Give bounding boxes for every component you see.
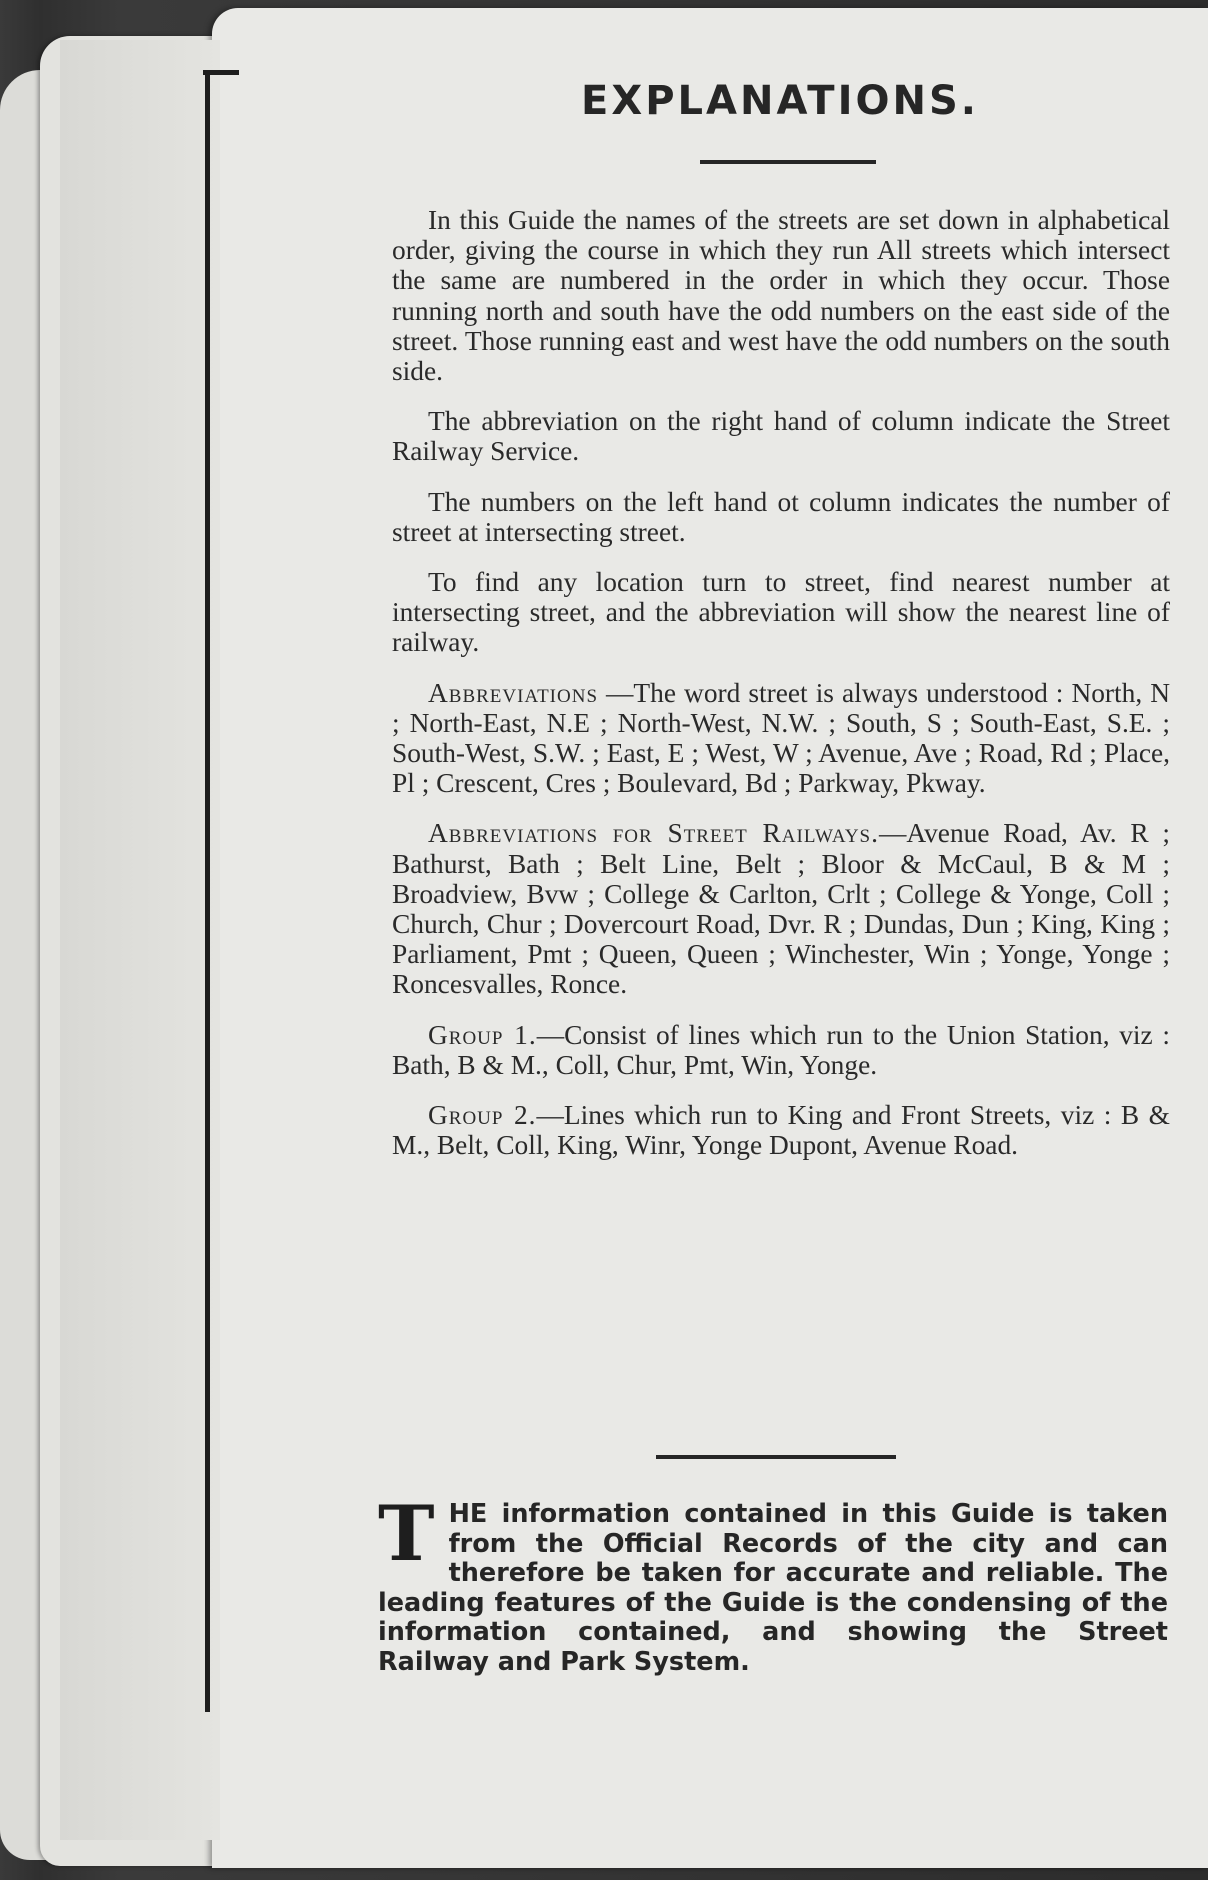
drop-cap: T [378,1489,435,1578]
page-inner-margin [60,40,220,1840]
page-title: EXPLANATIONS. [581,78,979,124]
group1-label: Group 1. [428,1019,537,1050]
abbreviation-right-paragraph: The abbreviation on the right hand of column indicate the Street Railway Service. [392,406,1170,467]
group2-text: —Lines which run to King and Front Streets, viz : B & M., Belt, Coll, King, Winr, Yonge Dupont, Avenue Road. [392,1100,1170,1161]
street-railways-label: Abbreviations for Street Railways. [428,818,879,849]
numbers-left-paragraph: The numbers on the left hand ot column indicates the number of street at intersecting street. [392,486,1170,547]
find-location-paragraph: To find any location turn to street, find nearest number at intersecting street, and the abbreviation will show the nearest line of railway. [392,567,1170,658]
explanations-body [392,205,1170,1180]
vertical-rule [205,72,210,1712]
group1-paragraph [392,1020,1170,1080]
vertical-rule-cap [203,70,239,75]
footer-notice [378,1489,1168,1677]
group2-label: Group 2. [428,1100,537,1131]
abbreviations-label: Abbreviations [428,677,599,708]
group1-text: —Consist of lines which run to the Union Station, viz : Bath, B & M., Coll, Chur, Pmt, Win, Yonge. [392,1019,1170,1080]
abbreviations-paragraph [392,678,1170,799]
intro-paragraph: In this Guide the names of the streets are set down in alphabetical order, giving the course in which they run All streets which intersect the same are numbered in the order in which they occur. Those running north and south have the odd numbers on the east side of the street. Those running east and west have the odd numbers on the south side. [392,205,1170,387]
group2-paragraph [392,1100,1170,1160]
street-railways-text: —Avenue Road, Av. R ; Bathurst, Bath ; Belt Line, Belt ; Bloor & McCaul, B & M ; Broadview, Bvw ; College & Carlton, Crlt ; College & Yonge, Coll ; Church, Chur ; Dovercourt Road, Dvr. R ; Dundas, Dun ; King, King ; Parliament, Pmt ; Queen, Queen ; Winchester, Win ; Yonge, Yonge ; Roncesvalles, Ronce. [392,818,1170,1000]
title-divider [700,160,876,164]
footer-text: HE information contained in this Guide is taken from the Official Records of the city and can therefore be taken for accurate and reliable. The leading features of the Guide is the condensing of the information contained, and showing the Street Railway and Park System. [378,1499,1168,1677]
street-railways-paragraph [392,818,1170,999]
footer-divider [656,1455,896,1459]
abbreviations-text: —The word street is always understood : North, N ; North-East, N.E ; North-West, N.W. ; South, S ; South-East, S.E. ; South-West, S.W. ; East, E ; West, W ; Avenue, Ave ; Road, Rd ; Place, Pl ; Crescent, Cres ; Boulevard, Bd ; Parkway, Pkway. [392,677,1170,799]
